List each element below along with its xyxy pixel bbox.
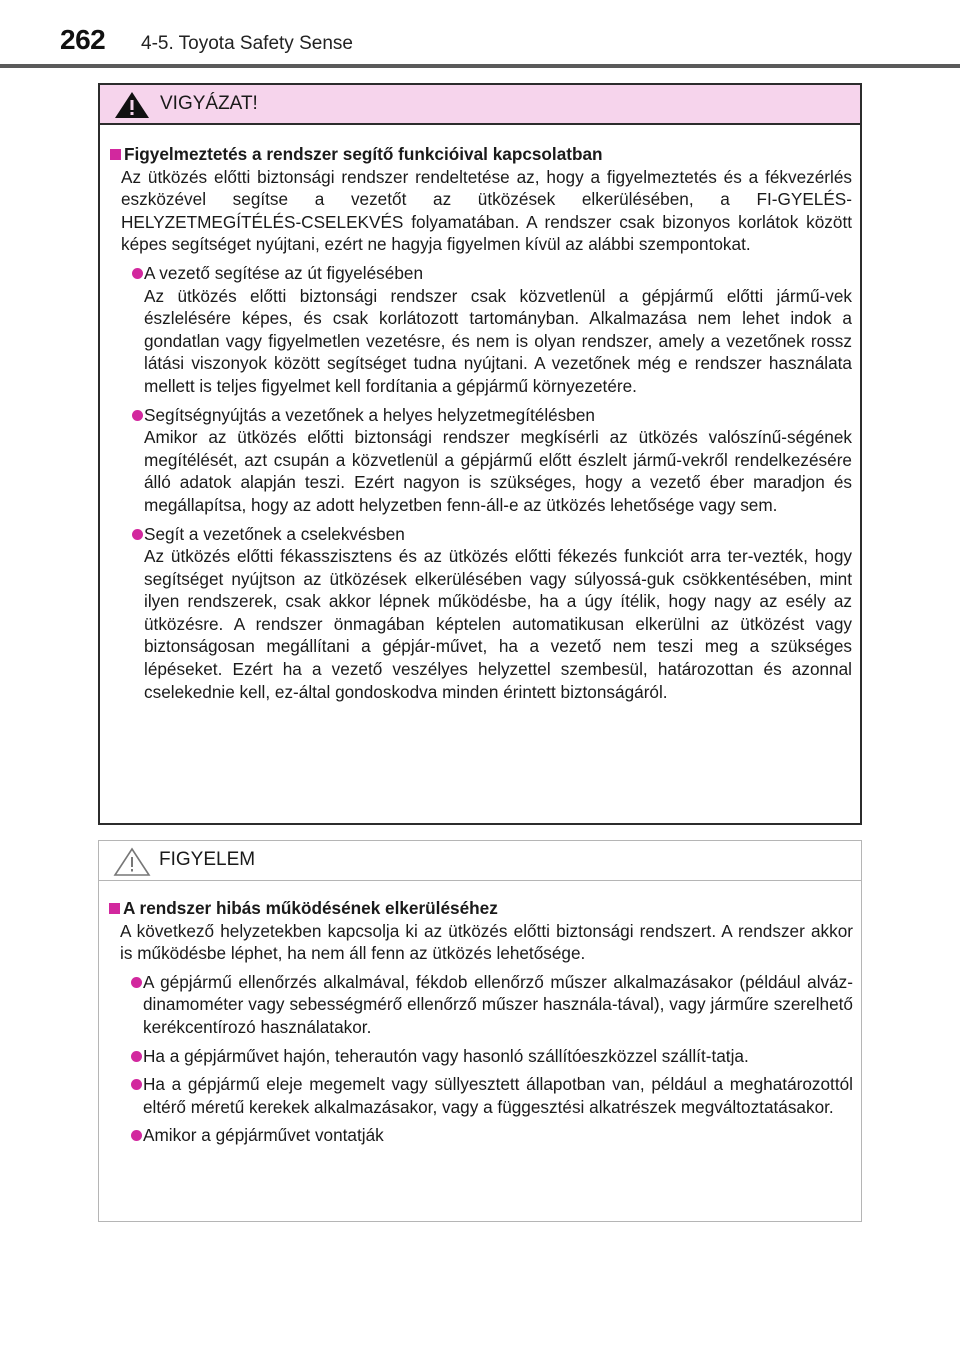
square-bullet-icon bbox=[109, 903, 120, 914]
round-bullet-icon bbox=[131, 1051, 142, 1062]
warning-bullet-title: Segítségnyújtás a vezetőnek a helyes helyzetmegítélésben bbox=[144, 404, 595, 425]
warning-triangle-icon bbox=[114, 91, 150, 124]
warning-bullet bbox=[110, 404, 852, 517]
round-bullet-icon bbox=[131, 977, 142, 988]
notice-bullet-text: A gépjármű ellenőrzés alkalmával, fékdob ellenőrző műszer alkalmazásakor (például alváz-dinamométer vagy sebességmérő ellenőrző műszer használa-tával), vagy járműre szerelhető kerékcentírozó használatakor. bbox=[143, 971, 853, 1037]
warning-box-header bbox=[100, 85, 860, 125]
notice-label: FIGYELEM bbox=[159, 849, 256, 870]
notice-bullet bbox=[109, 1124, 853, 1147]
warning-heading bbox=[110, 143, 852, 166]
warning-box bbox=[98, 83, 862, 825]
warning-bullet-text: Amikor az ütközés előtti biztonsági rendszer megkísérli az ütközés valószínű-ségének megítélését, azt csupán a közvetlenül a gépjármű előtt észlelt jármű-vekről rendelkezésére álló adatok alapján teszi. Ezért nagyon is szükséges, hogy a vezető éber maradjon és megállapítsa, hogy az adott helyzetben fenn-áll-e az ütközés lehetősége vagy sem. bbox=[144, 427, 852, 515]
notice-heading bbox=[109, 897, 853, 920]
notice-box-header bbox=[99, 841, 861, 881]
warning-bullet-title: A vezető segítése az út figyelésében bbox=[144, 262, 424, 283]
warning-bullet bbox=[110, 262, 852, 398]
warning-bullet-text: Az ütközés előtti biztonsági rendszer csak közvetlenül a gépjármű előtti jármű-vek észlelésére képes, és csak korlátozott tartományban. Alkalmazása nem lehet indok a gondatlan vagy figyelmetlen vezetésre, és nem is olyan rendszer, amely a vezetőnek rossz látási viszonyok között segítséget tudna nyújtani. A vezetőnek még e rendszer használata mellett is teljes figyelmet kell fordítania a gépjármű környezetére. bbox=[144, 285, 852, 396]
round-bullet-icon bbox=[132, 268, 143, 279]
notice-box-body bbox=[99, 881, 861, 1147]
notice-box bbox=[98, 840, 862, 1222]
notice-bullet-text: Ha a gépjármű eleje megemelt vagy süllyesztett állapotban van, például a meghatározottól eltérő méretű kerekek alkalmazásakor, vagy a függesztési alkatrészek megváltoztatásakor. bbox=[143, 1074, 853, 1117]
caution-triangle-outline-icon bbox=[113, 847, 151, 882]
warning-box-body bbox=[100, 125, 860, 703]
notice-bullet bbox=[109, 971, 853, 1039]
notice-intro: A következő helyzetekben kapcsolja ki az ütközés előtti biztonsági rendszert. A rendszer akkor is működésbe léphet, ha nem áll fenn az ütközés lehetősége. bbox=[120, 920, 853, 964]
notice-heading-text: A rendszer hibás működésének elkerüléséhez bbox=[123, 898, 498, 918]
header-rule bbox=[0, 64, 960, 68]
page-number: 262 bbox=[60, 24, 106, 55]
round-bullet-icon bbox=[132, 529, 143, 540]
warning-bullet-text: Az ütközés előtti fékasszisztens és az ütközés előtti fékezés funkciót arra ter-vezték, hogy segítséget nyújtson az ütközések elkerülésében vagy súlyossá-guk csökkentésében, mint ilyen rendszerek, csak akkor lépnek működésbe, ha a úgy ítélik, hogy nagy az esély az ütközésre. A rendszer önmagában képtelen automatikusan elkerülni az ütközést vagy biztonságosan megállítani a gépjár-művet, ha a vezető nem teszi meg a szükséges lépéseket. Ezért ha a vezető veszélyes helyzettel szembesül, határozottan és azonnal cselekednie kell, ez-által gondoskodva minden érintett biztonságáról. bbox=[144, 546, 852, 702]
warning-intro: Az ütközés előtti biztonsági rendszer rendeltetése az, hogy a figyelmeztetés és a fékvezérlés eszközével segítse a vezetőt az ütközések elkerülésében, a FI-GYELÉS-HELYZETMEGÍTÉLÉS-CSELEKVÉS folyamatában. A rendszer csak bizonyos korlátok között képes segítséget nyújtani, ezért ne hagyja figyelmen kívül az alábbi szempontokat. bbox=[121, 166, 852, 255]
round-bullet-icon bbox=[131, 1079, 142, 1090]
notice-bullet bbox=[109, 1073, 853, 1118]
round-bullet-icon bbox=[132, 410, 143, 421]
warning-heading-text: Figyelmeztetés a rendszer segítő funkcióival kapcsolatban bbox=[124, 144, 603, 164]
page-header bbox=[0, 0, 960, 70]
warning-label: VIGYÁZAT! bbox=[160, 93, 258, 114]
round-bullet-icon bbox=[131, 1130, 142, 1141]
notice-bullet bbox=[109, 1045, 853, 1068]
warning-bullet bbox=[110, 523, 852, 704]
warning-bullet-title: Segít a vezetőnek a cselekvésben bbox=[144, 523, 405, 544]
notice-bullet-text: Amikor a gépjárművet vontatják bbox=[143, 1125, 384, 1146]
square-bullet-icon bbox=[110, 149, 121, 160]
section-title: 4-5. Toyota Safety Sense bbox=[141, 33, 353, 54]
notice-bullet-text: Ha a gépjárművet hajón, teherautón vagy hasonló szállítóeszközzel szállít-tatja. bbox=[143, 1045, 749, 1066]
